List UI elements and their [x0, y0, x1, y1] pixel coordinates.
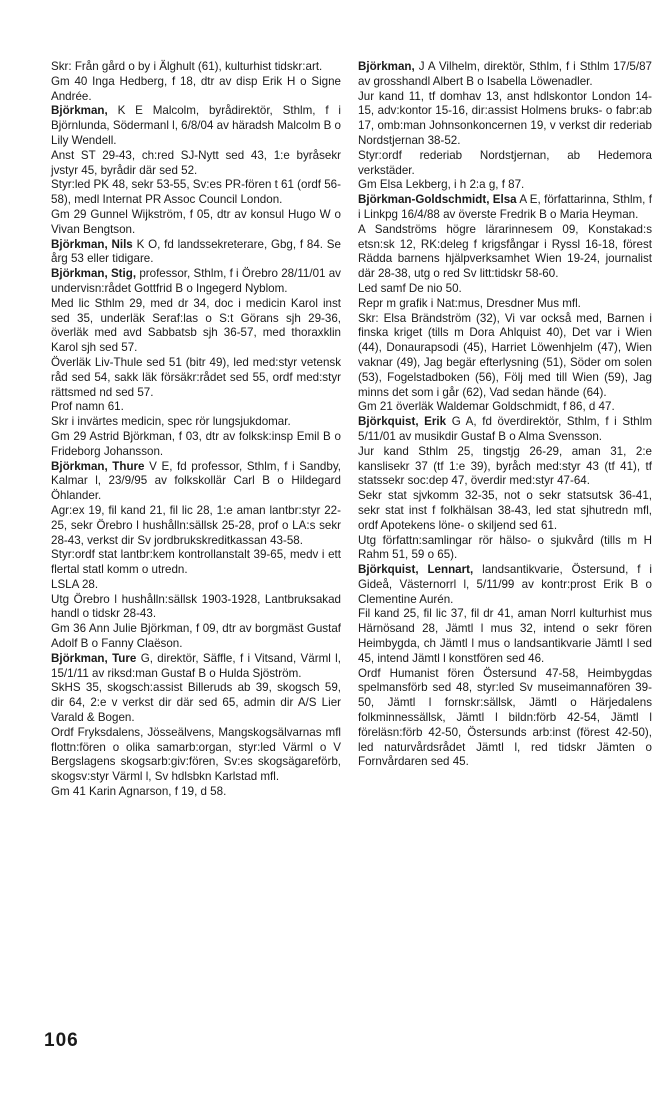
entry-text: A E, författarinna, Sthlm, f i Linkpg 16/4/88 av överste Fredrik B o Maria Heyman. [358, 193, 652, 221]
biography-entry-paragraph [358, 445, 652, 489]
biography-entry-paragraph [51, 548, 341, 578]
biography-entry-paragraph [51, 578, 341, 593]
entry-surname: Björkman, [51, 104, 108, 118]
biography-entry-paragraph [51, 60, 341, 75]
entry-text: K E Malcolm, byrådirektör, Sthlm, f i Björnlunda, Södermanl l, 6/8/04 av häradsh Malcolm B o Lily Wendell. [51, 104, 342, 147]
page-number: 106 [44, 1030, 79, 1051]
entry-text: Styr:ordf rederiab Nordstjernan, ab Hedemora verkstäder. [358, 148, 652, 177]
biography-entry-heading-paragraph [51, 238, 341, 268]
entry-text: Utg författn:samlingar rör hälso- o sjukvård (tills m H Rahm 51, 59 o 65). [358, 533, 652, 562]
entry-text: Sekr stat sjvkomm 32-35, not o sekr statsutsk 36-41, sekr stat inst f folkhälsan 38-43, led stat sjhutredn mfl, ordf Apotekens löne- o skiljend sed 61. [358, 489, 652, 532]
entry-text: Jur kand 11, tf domhav 13, anst hdlskontor London 14-15, adv:kontor 15-16, dir:assist Holmens bruks- o fabr:ab 17, omb:man Johnsonkoncernen 19, v verkst dir rederiab Nordstjernan 38-52. [358, 89, 652, 147]
biography-entry-paragraph [51, 149, 341, 179]
biography-entry-paragraph [358, 667, 652, 771]
biography-entry-heading-paragraph [51, 460, 341, 504]
biography-entry-paragraph [358, 297, 652, 312]
biography-entry-paragraph [51, 356, 341, 400]
biography-entry-heading-paragraph [358, 60, 652, 90]
entry-surname: Björkman, Stig, [51, 267, 137, 281]
biography-entry-paragraph [358, 400, 652, 415]
biography-entry-heading-paragraph [358, 193, 652, 223]
biography-entry-heading-paragraph [358, 415, 652, 445]
biography-entry-paragraph [51, 178, 341, 208]
biography-entry-paragraph [51, 726, 341, 785]
entry-text: Repr m grafik i Nat:mus, Dresdner Mus mfl. [358, 296, 581, 310]
biography-entry-paragraph [358, 178, 652, 193]
biography-entry-paragraph [51, 681, 341, 725]
entry-surname: Björkman, Nils [51, 237, 133, 251]
biography-entry-paragraph [358, 223, 652, 282]
entry-text: Överläk Liv-Thule sed 51 (bitr 49), led med:styr vetensk råd sed 54, sakk läk försäkr:rådet sed 55, ordf med:styr rättsmed nd sed 57. [51, 355, 341, 399]
entry-text: Anst ST 29-43, ch:red SJ-Nytt sed 43, 1:e byråsekr jvstyr 45, byrådir där sed 52. [51, 148, 341, 177]
biography-entry-paragraph [51, 593, 341, 623]
entry-surname: Björkman, Thure [51, 459, 145, 473]
entry-text: Gm 29 Astrid Björkman, f 03, dtr av folksk:insp Emil B o Frideborg Johansson. [51, 429, 341, 458]
entry-text: Gm Elsa Lekberg, i h 2:a g, f 87. [358, 178, 525, 192]
entry-text: Med lic Sthlm 29, med dr 34, doc i medicin Karol inst sed 35, underläk Seraf:las o S:t Görans sjh 29-36, överläk med avd Sabbatsb sjh 36-57, med thoraxklin Karol sjh sed 57. [51, 296, 341, 355]
entry-text: Gm 29 Gunnel Wijkström, f 05, dtr av konsul Hugo W o Vivan Bengtson. [51, 207, 341, 236]
biography-entry-paragraph [51, 430, 341, 460]
biography-entry-paragraph [51, 504, 341, 548]
biography-entry-heading-paragraph [51, 267, 341, 297]
entry-surname: Björkman, Ture [51, 651, 137, 665]
entry-surname: Björkman, [358, 60, 415, 73]
entry-text: Skr: Från gård o by i Älghult (61), kulturhist tidskr:art. [51, 60, 323, 73]
biography-entry-paragraph [358, 607, 652, 666]
biography-entry-paragraph [358, 312, 652, 401]
biography-entry-paragraph [51, 75, 341, 105]
entry-text: Agr:ex 19, fil kand 21, fil lic 28, 1:e aman lantbr:styr 22-25, sekr Örebro l hushålln:sällsk 25-28, prof o LA:s sekr 28-43, verkst dir Sv jordbrukskreditkassan 43-58. [51, 503, 341, 547]
entry-text: Ordf Humanist fören Östersund 47-58, Heimbygdas spelmansförb sed 48, styr:led Sv museimannafören 39-50, Jämtl l fornskr:sällsk, Jämtl o Härjedalens folkminnessällsk, Jämtl l bildn:förb 42-54, Jämtl l föreläsn:förb 42-50, Östersunds arb:inst (förest 42-50), led naturvårdsrådet Jämtl l, red tidskr Jämten o Fornvårdaren sed 45. [358, 666, 652, 769]
entry-text: Ordf Fryksdalens, Jösseälvens, Mangskogsälvarnas mfl flottn:fören o olika samarb:organ, styr:led Värml o V Bergslagens skogsarb:giv:fören, Sv:es skogsägareförb, skogsv:styr Värml l, Sv hdlsbkn Karlstad mfl. [51, 725, 341, 784]
entry-text: Utg Örebro l hushålln:sällsk 1903-1928, Lantbruksakad handl o tidskr 28-43. [51, 592, 341, 621]
entry-text: SkHS 35, skogsch:assist Billeruds ab 39, skogsch 59, dir 64, 2:e v verkst dir där sed 65, admin dir A/S Lier Varald & Bogen. [51, 681, 341, 725]
entry-text: Styr:led PK 48, sekr 53-55, Sv:es PR-fören t 61 (ordf 56-58), medl Internat PR Assoc Council London. [51, 178, 341, 207]
entry-text: V E, fd professor, Sthlm, f i Sandby, Kalmar l, 23/9/95 av folkskollär Carl B o Hildegard Öhlander. [51, 459, 341, 503]
biography-entry-paragraph [358, 489, 652, 533]
entry-surname: Björkquist, Lennart, [358, 563, 474, 577]
entry-text: Skr i invärtes medicin, spec rör lungsjukdomar. [51, 415, 291, 429]
entry-text: J A Vilhelm, direktör, Sthlm, f i Sthlm 17/5/87 av grosshandl Albert B o Isabella Löwenadler. [358, 60, 652, 88]
entry-text: Gm 40 Inga Hedberg, f 18, dtr av disp Erik H o Signe Andrée. [51, 74, 341, 103]
entry-text: G, direktör, Säffle, f i Vitsand, Värml l, 15/1/11 av riksd:man Gustaf B o Hulda Sjöström. [51, 651, 341, 680]
entry-text: Styr:ordf stat lantbr:kem kontrollanstalt 39-65, medv i ett flertal statl komm o utredn. [51, 548, 341, 577]
biography-entry-paragraph [51, 400, 341, 415]
entry-surname: Björkquist, Erik [358, 415, 447, 429]
entry-text: landsantikvarie, Östersund, f i Gideå, Västernorrl l, 5/11/99 av kontr:prost Erik B o Clementine Aurén. [358, 563, 652, 606]
biography-entry-paragraph [51, 785, 341, 800]
biography-entry-paragraph [51, 297, 341, 356]
biography-entry-paragraph [358, 90, 652, 149]
entry-surname: Björkman-Goldschmidt, Elsa [358, 193, 517, 207]
entry-text: Led samf De nio 50. [358, 281, 462, 295]
biography-entry-paragraph [358, 534, 652, 564]
entry-text: LSLA 28. [51, 577, 99, 591]
biography-entry-paragraph [358, 149, 652, 179]
entry-text: Jur kand Sthlm 25, tingstjg 26-29, aman 31, 2:e kanslisekr 37 (tf 1:e 39), byråch med:styr 43 (tf 41), tf statssekr soc:dep 47, överdir med:styr 47-64. [358, 444, 652, 488]
entry-text: G A, fd överdirektör, Sthlm, f i Sthlm 5/11/01 av musikdir Gustaf B o Alma Svensson. [358, 415, 652, 443]
right-column [358, 60, 652, 770]
entry-text: Fil kand 25, fil lic 37, fil dr 41, aman Norrl kulturhist mus Härnösand 28, Jämtl l mus 32, intend o sekr fören Heimbygda, ch Jämtl l mus o landsantikvarie Jämtl l sed 45, intend Jämtl l konstfören sed 46. [358, 607, 652, 665]
biography-entry-paragraph [51, 622, 341, 652]
left-column [51, 60, 341, 800]
entry-text: Prof namn 61. [51, 400, 124, 414]
biography-entry-heading-paragraph [51, 104, 341, 148]
entry-text: Gm 36 Ann Julie Björkman, f 09, dtr av borgmäst Gustaf Adolf B o Fanny Claëson. [51, 622, 341, 651]
entry-text: Gm 21 överläk Waldemar Goldschmidt, f 86, d 47. [358, 400, 615, 414]
entry-text: A Sandströms högre lärarinnesem 09, Konstakad:s etsn:sk 12, RK:deleg f krigsfångar i Ryssl 16-18, förest Rädda barnens hjälpverksamhet Wien 19-24, journalist där 28-38, utg o red Sv litt:tidskr 58-60. [358, 222, 652, 281]
entry-text: Gm 41 Karin Agnarson, f 19, d 58. [51, 785, 227, 799]
biography-entry-paragraph [51, 208, 341, 238]
entry-text: Skr: Elsa Brändström (32), Vi var också med, Barnen i finska kriget (tills m Dora Ahlquist 40), Det var i Wien (44), Donaurapsodi (45), Harriet Löwenhjelm (47), Wien vaknar (49), Jag begär efterlysning (51), Söder om solen (53), Fogelstadboken (56), Följ med till Wien (59), Jag minns det som i går (62), Vad sedan hände (64). [358, 311, 652, 399]
biography-entry-paragraph [51, 415, 341, 430]
biography-entry-heading-paragraph [358, 563, 652, 607]
entry-text: K O, fd landssekreterare, Gbg, f 84. Se årg 53 eller tidigare. [51, 237, 341, 266]
biography-entry-paragraph [358, 282, 652, 297]
entry-text: professor, Sthlm, f i Örebro 28/11/01 av undervisn:rådet Gottfrid B o Ingegerd Nyblom. [51, 267, 341, 295]
biography-entry-heading-paragraph [51, 652, 341, 682]
